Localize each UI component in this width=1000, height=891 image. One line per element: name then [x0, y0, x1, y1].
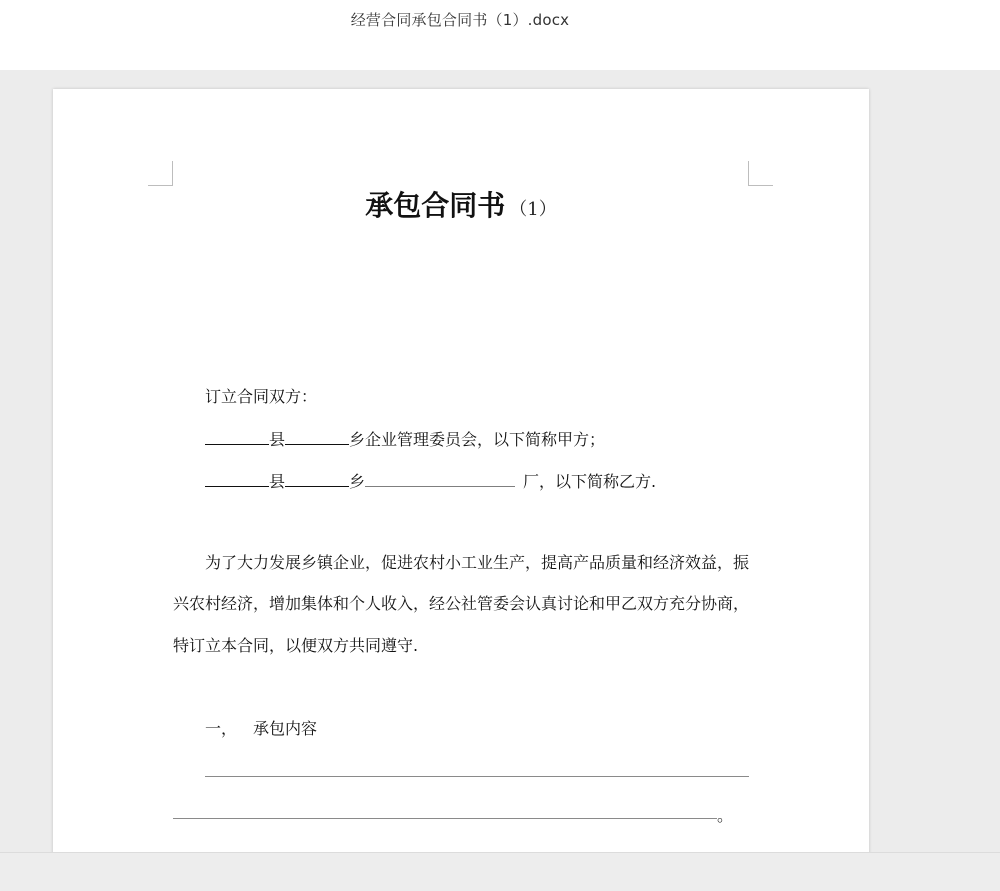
- document-page: [53, 89, 869, 889]
- preamble-line-1: 为了大力发展乡镇企业，促进农村小工业生产，提高产品质量和经济效益，振: [205, 553, 750, 572]
- document-viewer[interactable]: [0, 70, 1000, 852]
- county-blank: [205, 469, 269, 487]
- document-heading: [53, 187, 869, 229]
- crop-mark-top-right: [748, 161, 773, 186]
- fill-in-line: [173, 818, 717, 819]
- party-b-line: [205, 469, 656, 493]
- document-filename: 经营合同承包合同书（1）.docx: [350, 11, 570, 29]
- township-blank: [285, 427, 349, 445]
- section-1-heading: [205, 718, 317, 740]
- factory-blank: [365, 469, 515, 487]
- section-title: 承包内容: [253, 719, 318, 738]
- parties-intro: 订立合同双方：: [205, 387, 318, 406]
- township-label: 乡: [349, 472, 366, 491]
- fill-in-line: [205, 776, 749, 777]
- county-blank: [205, 427, 269, 445]
- township-blank: [285, 469, 349, 487]
- preamble-line-3: 特订立本合同，以便双方共同遵守.: [173, 636, 419, 655]
- party-a-line: [205, 427, 605, 451]
- county-label: 县: [269, 430, 286, 449]
- party-b-text: 厂，以下简称乙方.: [523, 472, 657, 491]
- heading-main: 承包合同书: [365, 189, 506, 222]
- preamble-line-2: 兴农村经济，增加集体和个人收入，经公社管委会认真讨论和甲乙双方充分协商，: [173, 594, 750, 613]
- heading-number: （1）: [509, 199, 557, 220]
- sentence-end-mark: 。: [717, 806, 734, 825]
- county-label: 县: [269, 472, 286, 491]
- crop-mark-top-left: [148, 161, 173, 186]
- section-number: 一，: [205, 719, 238, 738]
- title-bar: [0, 0, 1000, 70]
- status-bar: [0, 852, 1000, 891]
- party-a-text: 乡企业管理委员会，以下简称甲方；: [349, 430, 606, 449]
